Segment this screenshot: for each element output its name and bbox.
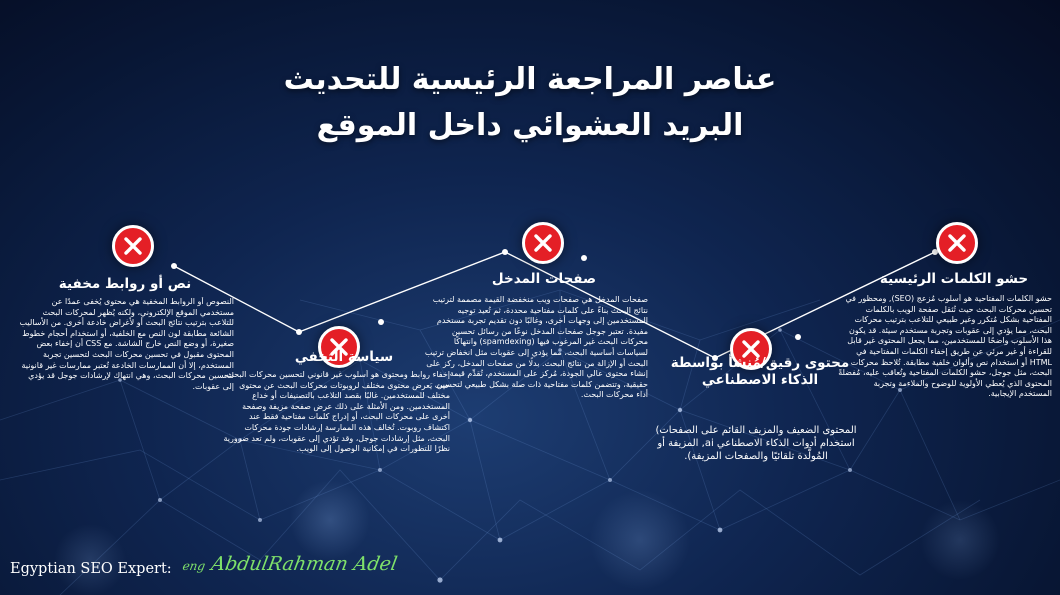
card-title-doorway-pages: صفحات المدخل (491, 271, 597, 287)
page-title-line-2: البريد العشوائي داخل الموقع (316, 108, 744, 143)
connector-dot (502, 249, 508, 255)
card-title-cloaking: سياسة التخفي (294, 349, 394, 365)
signature-name (181, 553, 399, 575)
connector-dot (378, 319, 384, 325)
page-title-line-1: عناصر المراجعة الرئيسية للتحديث (283, 62, 777, 97)
signature-handwriting: AbdulRahman Adel (209, 553, 400, 575)
card-title-hidden-text: نص أو روابط مخفية (58, 276, 192, 292)
close-circle-icon (112, 225, 154, 267)
close-circle-icon (936, 222, 978, 264)
card-body-thin-ai-content: المحتوى الضعيف والمزيف القائم على الصفحات) استخدام أدوات الذكاء الاصطناعي ai, المزيفة أو المُولَّدة تلقائيًا والصفحات المزيفة). (655, 425, 857, 462)
card-body-doorway-pages: صفحات المدخل هي صفحات ويب منخفضة القيمة مصممة لترتيب نتائج البحث بناءً على كلمات مفتاحية محددة، ثم تُعيد توجيه المستخدمين إلى وجهات أخرى، وغالبًا دون تقديم تجربة مستخدم مفيدة. تعتبر جوجل صفحات المدخل نوعًا من رسائل تحسين محركات البحث غير المرغوب فيها (spamdexing) وانتهاكًا لسياسات أساسية البحث، مما يؤدي إلى عقوبات مثل انخفاض ترتيب البحث أو الإزالة من نتائج البحث. بدلًا من صفحات المدخل، ركز على إنشاء محتوى عالي الجودة، مُركز على المستخدم، تُقدِّم قيمة حقيقية، وتتضمن كلمات مفتاحية ذات صلة بشكل طبيعي لتحسين أداء محركات البحث. (424, 295, 648, 400)
connector-dot (171, 263, 177, 269)
connector-dot (795, 334, 801, 340)
close-circle-icon (522, 222, 564, 264)
card-title-thin-ai-content: محتوى رقيق/مُنشأ بواسطة الذكاء الاصطناعي (670, 355, 850, 388)
card-title-keyword-stuffing: حشو الكلمات الرئيسية (879, 271, 1029, 287)
signature-label: Egyptian SEO Expert: (10, 561, 172, 577)
card-body-hidden-text: النصوص أو الروابط المخفية هي محتوى يُخفى عمدًا عن مستخدمي الموقع الإلكتروني، ولكنه يُظهر لمحركات البحث للتلاعب بترتيب نتائج البحث أو لأغراض خادعة أخرى. من الأساليب الشائعة مطابقة لون النص مع الخلفية، أو استخدام أحجام خطوط صغيرة، أو وضع النص خارج الشاشة. مع CSS أن إخفاء بعض المحتوى مقبول في تحسين محركات البحث لتحسين تجربة المستخدم، إلا أن الممارسات الخادعة تُعتبر ممارسات غير قانونية لتحسين محركات البحث، وهي انتهاك لإرشادات جوجل قد يؤدي إلى عقوبات. (19, 297, 234, 391)
card-body-keyword-stuffing: حشو الكلمات المفتاحية هو أسلوب مُزعج (SEO), ومحظور في تحسين محركات البحث حيث تُثقل صفحة الويب بالكلمات المفتاحية بشكل مُتكرر وغير طبيعي للتلاعب بترتيب محركات البحث، مما يؤدي إلى عقوبات وتجربة مستخدم سيئة. قد يكون هذا الأسلوب واضحًا للمستخدمين، مما يجعل المحتوى غير قابل للقراءة أو غير مرئي عن طريق إخفاء الكلمات المفتاحية في HTML أو استخدام نص وألوان خلفية مطابقة. تُلاحظ محركات البحث، مثل جوجل، حشو الكلمات المفتاحية وتُعاقب عليه، مُفضلةً المحتوى الذي يُعطي الأولوية للوضوح والملاءمة وتجربة المستخدم الإيجابية. (838, 294, 1052, 399)
signature-prefix: eng (181, 559, 207, 573)
connector-dot (581, 255, 587, 261)
connector-dot (296, 329, 302, 335)
card-body-cloaking: إخفاء روابط ومحتوى هو أسلوب غير قانوني لتحسين محركات البحث، حيث يَعرض محتوى مختلف لروبوتات محركات البحث عن محتوى مختلف للمستخدمين. غالبًا بقصد التلاعب بالتصنيفات أو خداع المستخدمين. ومن الأمثلة على ذلك عرض صفحة مزيفة وصفحة أخرى على محركات البحث، أو إدراج كلمات مفتاحية فقط عند اكتشاف روبوت. تُخالف هذه الممارسة إرشادات جودة محركات البحث، مثل إرشادات جوجل، وقد تؤدي إلى عقوبات، ولم تعد ضرورية نظرًا للتطورات في إمكانية الوصول إلى الويب. (223, 370, 450, 454)
